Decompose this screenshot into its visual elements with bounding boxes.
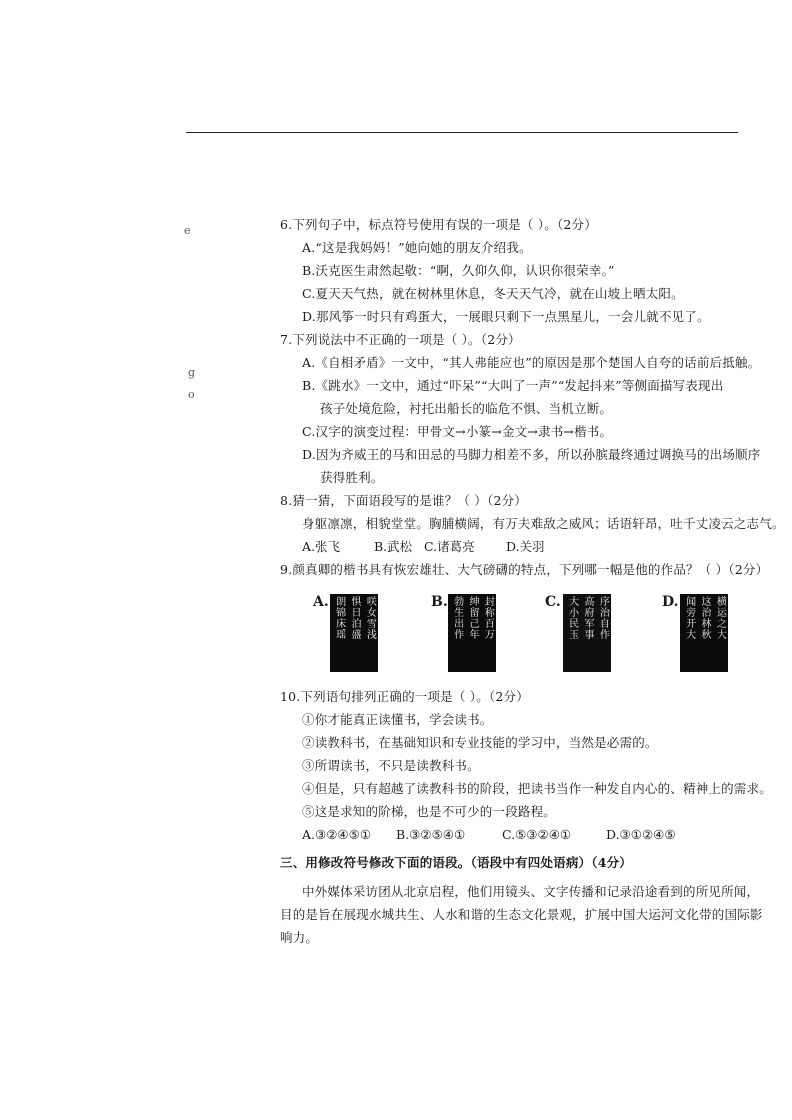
- q6-option-c: C.夏天天气热，就在树林里休息，冬天天气冷，就在山坡上晒太阳。: [302, 286, 684, 301]
- q9-image-label: A.: [313, 594, 329, 610]
- q7-option-d: D.因为齐威王的马和田忌的马脚力相差不多，所以孙膑最终通过调换马的出场顺序: [302, 447, 761, 462]
- calligraphy-column: 惧日泊盛: [348, 596, 360, 640]
- q7-option-b-cont: 孩子处境危险，衬托出船长的临危不惧、当机立断。: [320, 401, 613, 416]
- q7-option-c: C.汉字的演变过程：甲骨文→小篆→金文→隶书→楷书。: [302, 424, 613, 439]
- calligraphy-column: 咲女雪浅: [364, 596, 376, 640]
- calligraphy-column: 绅留己年: [466, 596, 478, 640]
- calligraphy-column: 朗锦床瑶: [333, 596, 345, 640]
- q6-stem: 6.下列句子中，标点符号使用有误的一项是（ ）。（2分）: [280, 217, 597, 232]
- q10-option: C.⑤③②④①: [502, 827, 572, 842]
- q10-sentence: ⑤这是求知的阶梯，也是不可少的一段路程。: [302, 804, 557, 819]
- q7-stem: 7.下列说法中不正确的一项是（ ）。（2分）: [280, 332, 521, 347]
- q7-option-a: A.《自相矛盾》一文中，“其人弗能应也”的原因是那个楚国人自夸的话前后抵触。: [302, 355, 761, 370]
- q10-option: D.③①②④⑤: [606, 827, 676, 842]
- q6-option-d: D.那风筝一时只有鸡蛋大，一展眼只剩下一点黑星儿，一会儿就不见了。: [302, 309, 710, 324]
- q6-option-b: B.沃克医生肃然起敬：“啊，久仰久仰，认识你很荣幸。”: [302, 263, 615, 278]
- header-rule: [186, 132, 738, 133]
- section3-paragraph-line: 中外媒体采访团从北京启程，他们用镜头、文字传播和记录沿途看到的所见所闻，: [302, 884, 760, 899]
- q9-stem: 9.颜真卿的楷书具有恢宏雄壮、大气磅礴的特点，下列哪一幅是他的作品？（ ）（2分）: [280, 562, 769, 577]
- q8-option: C.诸葛亮: [424, 539, 475, 554]
- q9-image-label: C.: [545, 594, 561, 610]
- margin-mark: e: [184, 224, 191, 237]
- q8-passage: 身躯凛凛，相貌堂堂。胸脯横阔，有万夫难敌之威风；话语轩昂，吐千丈凌云之志气。: [302, 516, 785, 531]
- q7-option-d-cont: 获得胜利。: [320, 470, 384, 485]
- calligraphy-column: 勃生出作: [451, 596, 463, 640]
- section3-paragraph-line: 响力。: [280, 930, 319, 945]
- section3-heading: 三、用修改符号修改下面的语段。（语段中有四处语病）（4分）: [280, 855, 632, 870]
- q8-option: B.武松: [374, 539, 413, 554]
- q10-option: A.③②④⑤①: [302, 827, 372, 842]
- q8-stem: 8.猜一猜，下面语段写的是谁？（ ）（2分）: [280, 493, 528, 508]
- q7-option-b: B.《跳水》一文中，通过“吓呆”“大叫了一声”“发起抖来”等侧面描写表现出: [302, 378, 724, 393]
- margin-mark: g: [188, 366, 196, 379]
- q6-option-a: A.“这是我妈妈！”她向她的朋友介绍我。: [302, 240, 532, 255]
- calligraphy-column: 这治林秋: [698, 596, 710, 640]
- calligraphy-image-c: [563, 594, 611, 672]
- calligraphy-image-d: [680, 594, 728, 672]
- q10-sentence: ④但是，只有超越了读教科书的阶段，把读书当作一种发自内心的、精神上的需求。: [302, 781, 772, 796]
- q8-option: D.关羽: [506, 539, 545, 554]
- calligraphy-column: 大小民玉: [566, 596, 578, 640]
- calligraphy-column: 序治自作: [597, 596, 609, 640]
- q9-image-label: B.: [431, 594, 448, 610]
- q8-option: A.张飞: [302, 539, 341, 554]
- q10-sentence: ③所谓读书，不只是读教科书。: [302, 758, 480, 773]
- margin-mark: o: [188, 388, 195, 401]
- section3-paragraph-line: 目的是旨在展现水城共生、人水和谐的生态文化景观，扩展中国大运河文化带的国际影: [280, 907, 763, 922]
- q10-stem: 10.下列语句排列正确的一项是（ ）。（2分）: [280, 689, 529, 704]
- q9-image-label: D.: [662, 594, 679, 610]
- q10-sentence: ②读教科书，在基础知识和专业技能的学习中，当然是必需的。: [302, 735, 658, 750]
- calligraphy-image-b: [448, 594, 496, 672]
- q10-option: B.③②⑤④①: [396, 827, 466, 842]
- calligraphy-column: 封称百万: [482, 596, 494, 640]
- q10-sentence: ①你才能真正读懂书，学会读书。: [302, 712, 493, 727]
- calligraphy-image-a: [330, 594, 378, 672]
- calligraphy-column: 闻旁开大: [683, 596, 695, 640]
- calligraphy-column: 横运之大: [714, 596, 726, 640]
- calligraphy-column: 高府军事: [581, 596, 593, 640]
